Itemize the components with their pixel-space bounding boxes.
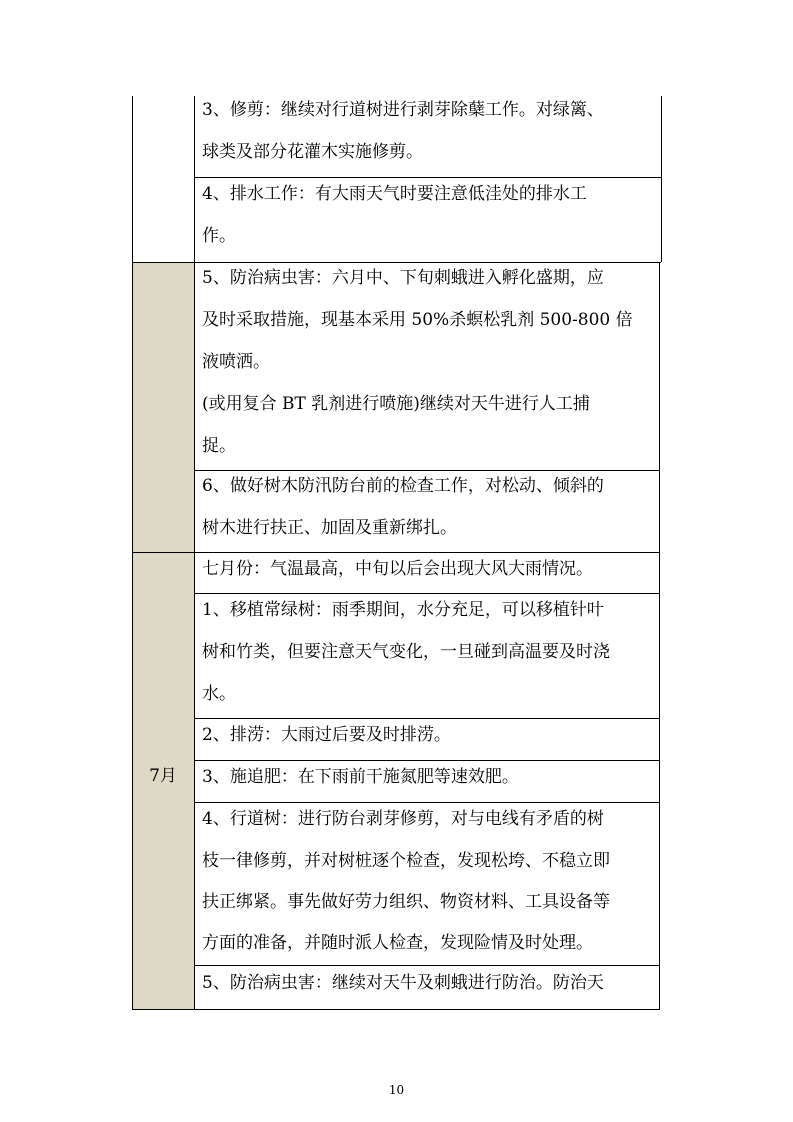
text-line: 及时采取措施，现基本采用 50%杀螟松乳剂 500-800 倍 xyxy=(202,310,633,330)
table-border xyxy=(132,96,133,1010)
text-line: 1、移植常绿树：雨季期间，水分充足，可以移植针叶 xyxy=(202,600,604,620)
page-number: 10 xyxy=(388,1083,405,1097)
text-line: 液喷洒。 xyxy=(202,352,270,372)
month-cell-june xyxy=(133,263,194,552)
text-line: 3、施追肥：在下雨前干施氮肥等速效肥。 xyxy=(202,767,519,787)
text-line: 4、排水工作：有大雨天气时要注意低洼处的排水工 xyxy=(202,184,587,204)
text-line: 树木进行扶正、加固及重新绑扎。 xyxy=(202,518,457,538)
text-line: 5、防治病虫害：六月中、下旬刺蛾进入孵化盛期，应 xyxy=(202,268,604,288)
text-line: 作。 xyxy=(202,226,236,246)
table-border xyxy=(132,1009,660,1010)
text-line: 球类及部分花灌木实施修剪。 xyxy=(202,142,423,162)
text-line: 5、防治病虫害：继续对天牛及刺蛾进行防治。防治天 xyxy=(202,973,604,993)
month-label: 7月 xyxy=(149,766,177,786)
text-line: 捉。 xyxy=(202,436,236,456)
text-line: (或用复合 BT 乳剂进行喷施)继续对天牛进行人工捕 xyxy=(202,394,590,414)
text-line: 2、排涝：大雨过后要及时排涝。 xyxy=(202,725,451,745)
table-border xyxy=(661,96,662,262)
text-line: 扶正绑紧。事先做好劳力组织、物资材料、工具设备等 xyxy=(202,892,610,912)
text-line: 水。 xyxy=(202,684,236,704)
text-line: 树和竹类，但要注意天气变化，一旦碰到高温要及时浇 xyxy=(202,642,610,662)
text-line: 七月份：气温最高，中旬以后会出现大风大雨情况。 xyxy=(202,559,593,579)
text-line: 枝一律修剪，并对树桩逐个检查，发现松垮、不稳立即 xyxy=(202,851,610,871)
text-line: 3、修剪：继续对行道树进行剥芽除蘖工作。对绿篱、 xyxy=(202,100,604,120)
table-border xyxy=(194,96,195,1010)
text-line: 方面的准备，并随时派人检查，发现险情及时处理。 xyxy=(202,933,593,953)
text-line: 6、做好树木防汛防台前的检查工作，对松动、倾斜的 xyxy=(202,476,604,496)
table-border xyxy=(659,262,660,1010)
text-line: 4、行道树：进行防台剥芽修剪，对与电线有矛盾的树 xyxy=(202,809,604,829)
